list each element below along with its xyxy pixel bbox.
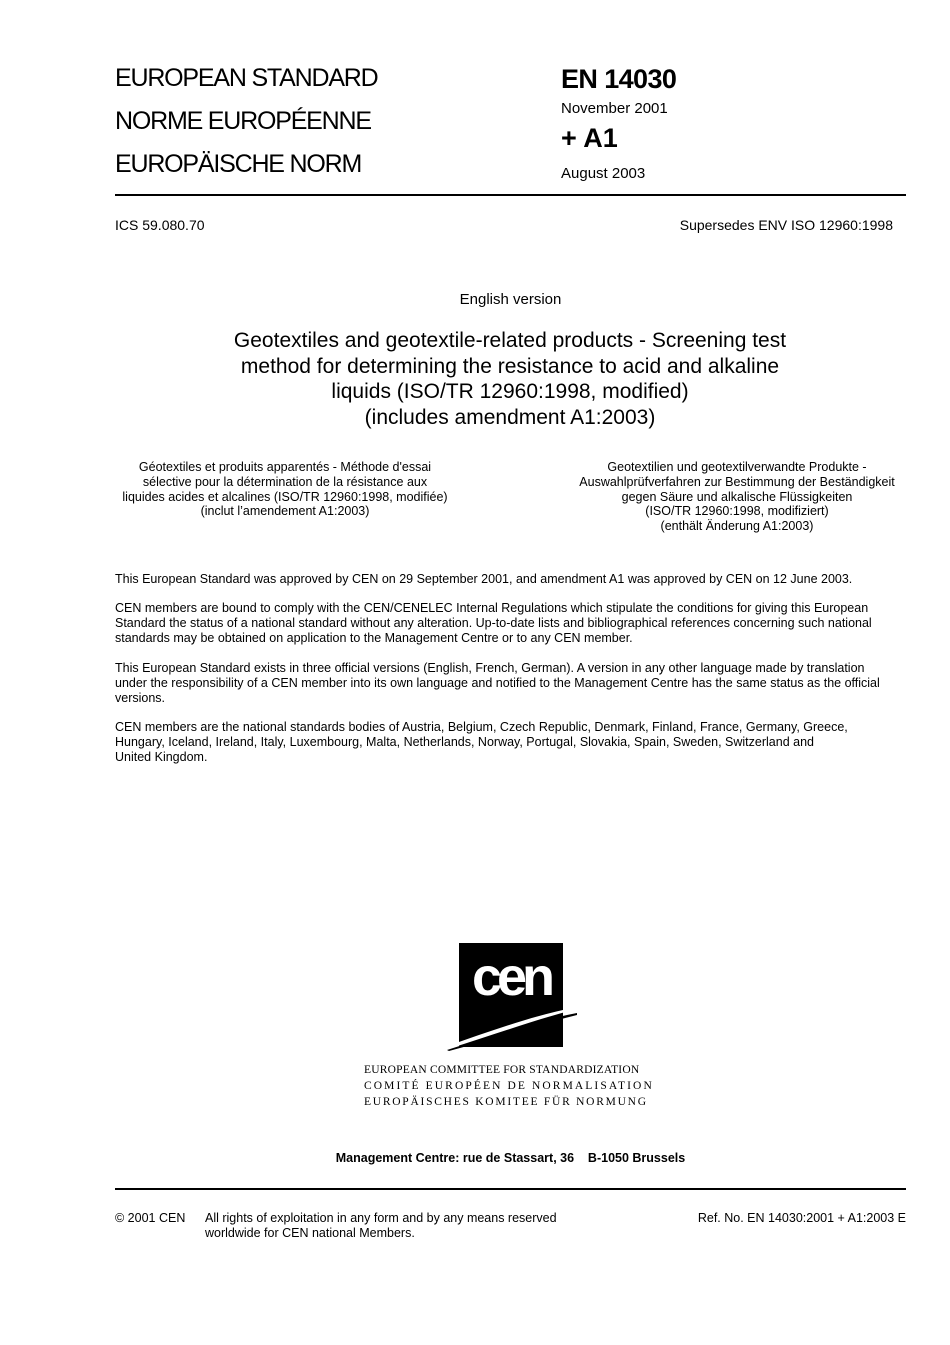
amendment-label: + A1	[561, 123, 618, 153]
ics-code: ICS 59.080.70	[115, 217, 205, 233]
paragraph-line: Standard the status of a national standard without any alteration. Up-to-date lists and bibliographical references concerning such national	[115, 615, 872, 630]
cen-name-french: COMITÉ EUROPÉEN DE NORMALISATION	[364, 1080, 654, 1092]
cen-logo	[445, 943, 577, 1051]
paragraph-line: versions.	[115, 690, 166, 705]
title-line: Geotextiles and geotextile-related products - Screening test	[233, 329, 787, 352]
standard-name-english: EUROPEAN STANDARD	[115, 64, 378, 92]
paragraph-line: United Kingdom.	[115, 749, 208, 764]
title-german	[567, 460, 907, 534]
title-french-line: Géotextiles et produits apparentés - Méthode d'essai	[138, 460, 432, 474]
title-german-line: gegen Säure und alkalische Flüssigkeiten	[621, 489, 853, 504]
paragraph-line: standards may be obtained on application to the Management Centre or to any CEN member.	[115, 630, 633, 645]
standard-name-french: NORME EUROPÉENNE	[115, 107, 371, 135]
approval-paragraph	[115, 572, 910, 587]
title-french-line: liquides acides et alcalines (ISO/TR 12960:1998, modifiée)	[122, 489, 448, 504]
versions-paragraph	[115, 661, 910, 705]
compliance-paragraph	[115, 601, 910, 645]
standard-date: November 2001	[561, 100, 668, 117]
document-title	[160, 328, 860, 430]
cen-logo-text: cen	[471, 947, 551, 1007]
title-french-line: sélective pour la détermination de la résistance aux	[142, 474, 428, 489]
title-german-line: Auswahlprüfverfahren zur Bestimmung der Beständigkeit	[579, 474, 895, 489]
paragraph-line: This European Standard was approved by CEN on 29 September 2001, and amendment A1 was approved by CEN on 12 June 2003.	[115, 572, 853, 586]
cen-name-english: EUROPEAN COMMITTEE FOR STANDARDIZATION	[364, 1064, 640, 1076]
members-paragraph	[115, 720, 910, 764]
rights-statement	[205, 1211, 557, 1241]
paragraph-line: CEN members are bound to comply with the CEN/CENELEC Internal Regulations which stipulate the conditions for giving this European	[115, 601, 869, 615]
cen-organisation-names	[364, 1062, 654, 1110]
rights-line: All rights of exploitation in any form and by any means reserved	[205, 1211, 557, 1225]
title-french	[115, 460, 455, 519]
header-divider	[115, 194, 906, 196]
management-centre-address: Management Centre: rue de Stassart, 36 B-1050 Brussels	[335, 1151, 686, 1165]
amendment-date: August 2003	[561, 165, 646, 182]
supersedes-note: Supersedes ENV ISO 12960:1998	[679, 217, 893, 233]
title-french-line: (inclut l’amendement A1:2003)	[200, 504, 370, 519]
cen-name-german: EUROPÄISCHES KOMITEE FÜR NORMUNG	[364, 1096, 648, 1108]
title-line: method for determining the resistance to acid and alkaline	[240, 354, 780, 378]
rights-line: worldwide for CEN national Members.	[205, 1226, 415, 1240]
reference-number: Ref. No. EN 14030:2001 + A1:2003 E	[697, 1211, 906, 1225]
paragraph-line: under the responsibility of a CEN member into its own language and notified to the Management Centre has the same status as the official	[115, 675, 880, 690]
copyright: © 2001 CEN	[115, 1211, 186, 1225]
standard-name-german: EUROPÄISCHE NORM	[115, 150, 362, 178]
title-german-line: Geotextilien und geotextilverwandte Produkte -	[607, 460, 867, 474]
standard-number: EN 14030	[561, 64, 677, 94]
title-line: (includes amendment A1:2003)	[364, 405, 656, 429]
title-german-line: (enthält Änderung A1:2003)	[660, 519, 814, 534]
paragraph-line: This European Standard exists in three official versions (English, French, German). A version in any other language made by translation	[115, 661, 865, 675]
title-line: liquids (ISO/TR 12960:1998, modified)	[331, 380, 689, 403]
language-version: English version	[459, 291, 562, 308]
paragraph-line: CEN members are the national standards bodies of Austria, Belgium, Czech Republic, Denmark, Finland, France, Germany, Greece,	[115, 720, 848, 734]
footer-divider	[115, 1188, 906, 1190]
title-german-line: (ISO/TR 12960:1998, modifiziert)	[645, 504, 829, 519]
paragraph-line: Hungary, Iceland, Ireland, Italy, Luxembourg, Malta, Netherlands, Norway, Portugal, Slovakia, Spain, Sweden, Switzerland and	[115, 734, 814, 749]
